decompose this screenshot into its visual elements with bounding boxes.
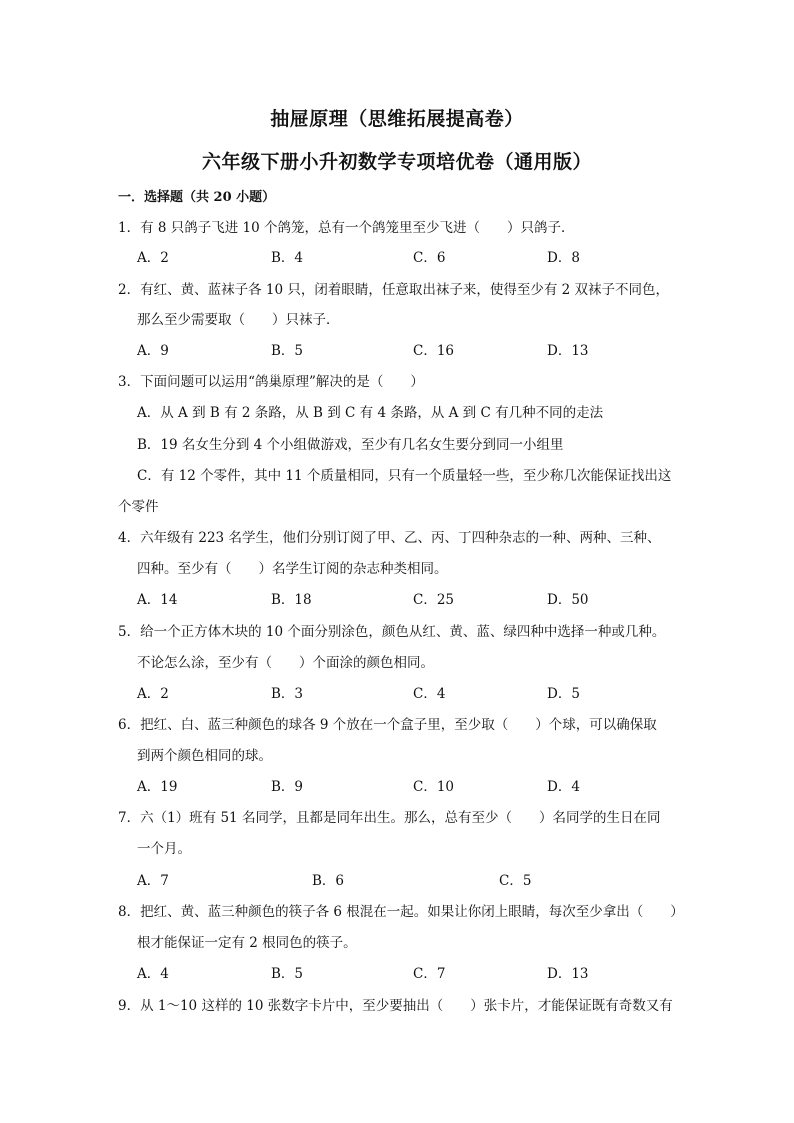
q6-option-d: D．4 (547, 779, 580, 795)
q5-option-c: C．4 (413, 686, 446, 702)
question-4-text-line-1: 4．六年级有 223 名学生，他们分别订阅了甲、乙、丙、丁四种杂志的一种、两种、三种、 (118, 530, 661, 546)
question-7-text-line-2: 一个月。 (137, 841, 191, 857)
q7-option-b: B．6 (312, 873, 345, 889)
q3-option-c: C．有 12 个零件，其中 11 个质量相同，只有一个质量轻一些，至少称几次能保证找出这 (137, 468, 672, 484)
question-5-text-line-1: 5．给一个正方体木块的 10 个面分别涂色，颜色从红、黄、蓝、绿四种中选择一种或几种。 (118, 624, 666, 640)
q4-option-d: D．50 (547, 592, 589, 608)
q1-option-d: D．8 (547, 250, 580, 266)
q2-option-d: D．13 (547, 343, 589, 359)
q5-option-d: D．5 (547, 686, 580, 702)
q1-option-c: C．6 (413, 250, 446, 266)
q3-option-b: B．19 名女生分到 4 个小组做游戏，至少有几名女生要分到同一小组里 (137, 437, 564, 453)
question-6-text-line-1: 6．把红、白、蓝三种颜色的球各 9 个放在一个盒子里，至少取（ ）个球，可以确保取 (118, 717, 657, 733)
question-7-text-line-1: 7．六（1）班有 51 名同学，且都是同年出生。那么，总有至少（ ）名同学的生日在同 (118, 810, 661, 826)
q2-option-b: B．5 (271, 343, 304, 359)
section-heading: 一．选择题（共 20 小题） (118, 190, 276, 205)
question-8-text-line-2: 根才能保证一定有 2 根同色的筷子。 (137, 935, 357, 951)
q7-option-c: C．5 (499, 873, 532, 889)
question-1-text: 1．有 8 只鸽子飞进 10 个鸽笼，总有一个鸽笼里至少飞进（ ）只鸽子． (118, 220, 575, 236)
q8-option-b: B．5 (271, 966, 304, 982)
page-subtitle: 六年级下册小升初数学专项培优卷（通用版） (201, 151, 592, 173)
page-title: 抽屉原理（思维拓展提高卷） (270, 108, 524, 130)
q6-option-c: C．10 (413, 779, 455, 795)
question-3-text: 3．下面问题可以运用“鸽巢原理”解决的是（ ） (118, 374, 424, 390)
q7-option-a: A．7 (137, 873, 169, 889)
q1-option-a: A．2 (137, 250, 169, 266)
q3-option-c-continued: 个零件 (118, 499, 159, 515)
q4-option-c: C．25 (413, 592, 455, 608)
question-4-text-line-2: 四种。至少有（ ）名学生订阅的杂志种类相同。 (137, 561, 448, 577)
question-9-text: 9．从 1～10 这样的 10 张数字卡片中，至少要抽出（ ）张卡片，才能保证既有奇数又有 (118, 998, 673, 1014)
q8-option-d: D．13 (547, 966, 589, 982)
question-5-text-line-2: 不论怎么涂，至少有（ ）个面涂的颜色相同。 (137, 655, 434, 671)
q4-option-b: B．18 (271, 592, 312, 608)
q8-option-a: A．4 (137, 966, 169, 982)
q6-option-b: B．9 (271, 779, 304, 795)
q3-option-a: A．从 A 到 B 有 2 条路，从 B 到 C 有 4 条路，从 A 到 C 有几种不同的走法 (137, 405, 604, 421)
q8-option-c: C．7 (413, 966, 446, 982)
question-6-text-line-2: 到两个颜色相同的球。 (137, 748, 272, 764)
q2-option-c: C．16 (413, 343, 455, 359)
question-8-text-line-1: 8．把红、黄、蓝三种颜色的筷子各 6 根混在一起。如果让你闭上眼睛，每次至少拿出（ ） (118, 904, 684, 920)
q5-option-b: B．3 (271, 686, 304, 702)
q4-option-a: A．14 (137, 592, 178, 608)
q1-option-b: B．4 (271, 250, 304, 266)
q5-option-a: A．2 (137, 686, 169, 702)
question-2-text-line-1: 2．有红、黄、蓝袜子各 10 只，闭着眼睛，任意取出袜子来，使得至少有 2 双袜子不同色， (118, 282, 670, 298)
q6-option-a: A．19 (137, 779, 178, 795)
q2-option-a: A．9 (137, 343, 169, 359)
question-2-text-line-2: 那么至少需要取（ ）只袜子． (137, 312, 340, 328)
